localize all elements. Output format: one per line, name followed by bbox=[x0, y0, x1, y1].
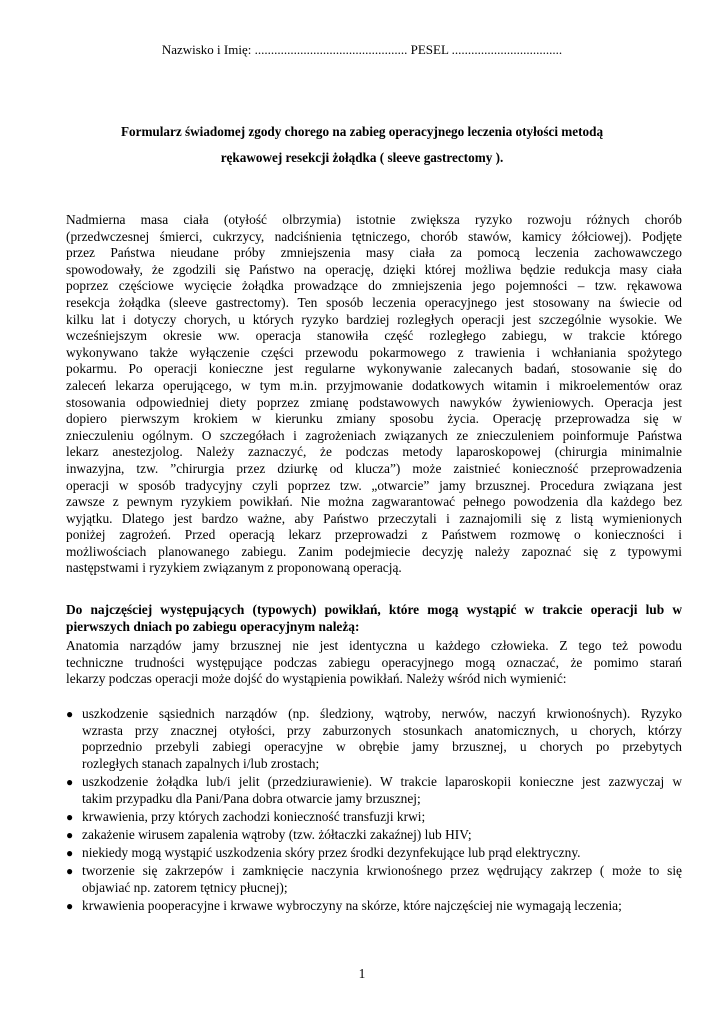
bullet-icon: ● bbox=[66, 707, 74, 721]
paragraph-line: operacji w sposób tradycyjny czyli poprzez tzw. „otwarcie” jamy brzusznej. Procedura związana jest bbox=[66, 477, 682, 493]
intro-line: techniczne trudności występujące podczas zabiegu operacyjnego mogą oznaczać, że pomimo starań bbox=[66, 654, 682, 670]
patient-header bbox=[0, 42, 724, 58]
list-item bbox=[66, 863, 682, 896]
page-number: 1 bbox=[358, 966, 366, 981]
list-item-line: zakażenie wirusem zapalenia wątroby (tzw. żółtaczki zakaźnej) lub HIV; bbox=[82, 826, 472, 842]
paragraph-line: (przedwczesnej śmierci, cukrzycy, nadciśnienia tętniczego, chorób stawów, kamicy żółciowej). Podjęte bbox=[66, 228, 682, 244]
list-item bbox=[66, 774, 682, 807]
complications-list bbox=[66, 706, 682, 916]
paragraph-line: lekarz anestezjolog. Należy zaznaczyć, że podczas metody laparoskopowej (chirurgia minimalnie bbox=[66, 444, 682, 460]
paragraph-line: resekcja żołądka (sleeve gastrectomy). Ten sposób leczenia operacyjnego jest stosowany na świecie od bbox=[66, 294, 682, 310]
list-item-line: rozległych stanach zapalnych i/lub zrostach; bbox=[82, 755, 320, 771]
paragraph-line: możliwościach planowanego zabiegu. Zanim podejmiecie decyzję należy zapoznać się z typowymi bbox=[66, 543, 682, 559]
bullet-icon: ● bbox=[66, 864, 74, 879]
heading-line: Do najczęściej występujących (typowych) powikłań, które mogą wystąpić w trakcie operacji lub w bbox=[66, 602, 682, 617]
complications-heading bbox=[66, 602, 682, 635]
heading-line: pierwszych dniach po zabiegu operacyjnym należą: bbox=[66, 618, 360, 634]
paragraph-line: spowodowały, że zgodzili się Państwo na operację, dzięki której możliwa będzie redukcja masy ciała bbox=[66, 261, 682, 277]
paragraph-line: inwazyjna, tzw. ”chirurgia przez dziurkę od klucza”) może zaistnieć konieczność przeprowadzenia bbox=[66, 460, 682, 476]
bullet-icon: ● bbox=[66, 899, 74, 914]
list-item-line: uszkodzenie żołądka lub/i jelit (przedziurawienie). W trakcie laparoskopii konieczne jest zazwyczaj w bbox=[82, 773, 682, 789]
list-item-line: wzrasta przy znacznej otyłości, przy zaburzonych stosunkach anatomicznych, u chorych, którzy bbox=[82, 722, 682, 738]
list-item-line: krwawienia pooperacyjne i krwawe wybroczyny na skórze, które najczęściej nie wymagają leczenia; bbox=[82, 898, 622, 914]
intro-paragraph bbox=[66, 212, 682, 577]
list-item-line: takim przypadku dla Pani/Pana dobra otwarcie jamy brzusznej; bbox=[82, 790, 421, 806]
list-item bbox=[66, 706, 682, 772]
list-item-line: objawiać np. zatorem tętnicy płucnej); bbox=[82, 879, 288, 895]
name-label: Nazwisko i Imię: bbox=[161, 42, 252, 57]
paragraph-line: dopiero pierwszym krokiem w kierunku zmiany sposobu życia. Operację przeprowadza się w bbox=[66, 411, 682, 427]
intro-line: Anatomia narządów jamy brzusznej nie jest identyczna u każdego człowieka. Z tego też powodu bbox=[66, 638, 682, 653]
name-field[interactable]: ............................................... bbox=[254, 42, 408, 57]
list-item bbox=[66, 898, 682, 915]
pesel-label: PESEL bbox=[410, 42, 449, 57]
list-item-line: krwawienia, przy których zachodzi konieczność transfuzji krwi; bbox=[82, 808, 426, 824]
paragraph-line: poniżej zagrożeń. Przed operacją lekarz przeprowadzi z Państwem rozmowę o konieczności i bbox=[66, 527, 682, 543]
form-title-line-2: rękawowej resekcji żołądka ( sleeve gastrectomy ). bbox=[220, 150, 504, 165]
list-item bbox=[66, 845, 682, 862]
bullet-icon: ● bbox=[66, 846, 74, 861]
paragraph-line: Nadmierna masa ciała (otyłość olbrzymia) istotnie zwiększa ryzyko rozwoju różnych chorób bbox=[66, 212, 682, 227]
pesel-field[interactable]: .................................. bbox=[451, 42, 563, 57]
list-item-line: poprzednio przebyli zabiegi operacyjne w obrębie jamy brzusznej, u chorych po przebytych bbox=[82, 739, 682, 755]
bullet-icon: ● bbox=[66, 774, 74, 789]
complications-intro bbox=[66, 638, 682, 688]
paragraph-line: kilku lat i dotyczy chorych, u których ryzyko bardziej rozległych operacji jest szczególnie wysokie. We bbox=[66, 311, 682, 327]
list-item-line: uszkodzenie sąsiednich narządów (np. śledziony, wątroby, nerwów, naczyń krwionośnych). Ryzyko bbox=[82, 706, 682, 721]
paragraph-line: wykonywano także wyłączenie części przewodu pokarmowego z trawienia i wchłaniania spożytego bbox=[66, 344, 682, 360]
form-title bbox=[60, 119, 664, 171]
list-item-line: niekiedy mogą wystąpić uszkodzenia skóry przez środki dezynfekujące lub prąd elektryczny. bbox=[82, 845, 581, 861]
paragraph-line: zawsze z pewnym ryzykiem powikłań. Nie można zagwarantować pełnego powodzenia dla każdego bez bbox=[66, 494, 682, 510]
intro-line: lekarzy podczas operacji może dojść do wystąpienia powikłań. Należy wśród nich wymienić: bbox=[66, 671, 567, 687]
paragraph-line: zaleceń lekarza operującego, w tym m.in. przyjmowanie dodatkowych witamin i mikroelementów oraz bbox=[66, 377, 682, 393]
paragraph-line: poprzez częściowe wycięcie żołądka prowadzące do zmniejszenia jego pojemności – tzw. rękawowa bbox=[66, 278, 682, 294]
form-title-line-1: Formularz świadomej zgody chorego na zabieg operacyjnego leczenia otyłości metodą bbox=[120, 124, 604, 139]
paragraph-line: przez Państwa nieudane próby zmniejszenia masy ciała za pomocą leczenia zachowawczego bbox=[66, 245, 682, 261]
bullet-icon: ● bbox=[66, 827, 74, 842]
paragraph-line: następstwami i ryzykiem związanym z proponowaną operacją. bbox=[66, 560, 402, 576]
paragraph-line: wyjątku. Dlatego jest bardzo ważne, aby Państwo przeczytali i zaznajomili się z listą wymienionych bbox=[66, 510, 682, 526]
bullet-icon: ● bbox=[66, 809, 74, 824]
list-item bbox=[66, 809, 682, 826]
list-item bbox=[66, 827, 682, 844]
paragraph-line: wcześniejszym okresie ww. operacja stanowiła część rozległego zabiegu, w trakcie którego bbox=[66, 328, 682, 344]
paragraph-line: pokarmu. Po operacji konieczne jest regularne wykonywanie zalecanych badań, stosowanie się do bbox=[66, 361, 682, 377]
paragraph-line: stosowania odpowiedniej diety poprzez zmianę podstawowych nawyków żywieniowych. Operacja jest bbox=[66, 394, 682, 410]
paragraph-line: znieczuleniu ogólnym. O szczegółach i zagrożeniach związanych ze znieczuleniem poinformuje Państwa bbox=[66, 427, 682, 443]
list-item-line: tworzenie się zakrzepów i zamknięcie naczynia krwionośnego przez wędrujący zakrzep ( może to się bbox=[82, 863, 682, 879]
